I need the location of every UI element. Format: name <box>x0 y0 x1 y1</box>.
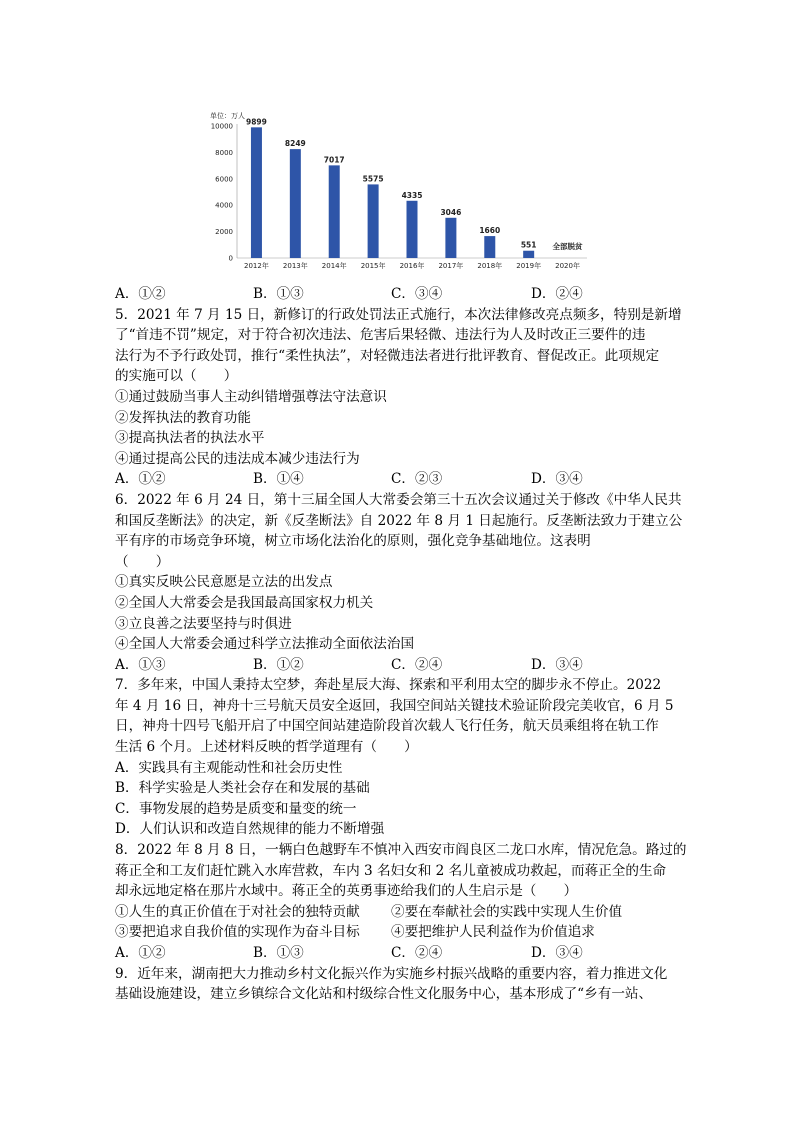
q4-option-b[interactable]: B．①③ <box>253 286 304 302</box>
x-tick-label: 2018年 <box>477 262 503 270</box>
q8-item-2: ②要在奉献社会的实践中实现人生价值 <box>391 903 623 920</box>
q8-stem-line: 8．2022 年 8 月 8 日，一辆白色越野车不慎冲入西安市阎良区二龙口水库，情况危急。路过的 <box>115 842 687 859</box>
x-tick-label: 2012年 <box>244 262 269 270</box>
x-tick-label: 2014年 <box>321 262 347 270</box>
q6-option-b[interactable]: B．①② <box>253 656 304 673</box>
q5-option-b[interactable]: B．①④ <box>253 471 304 488</box>
q5-item-3: ③提高执法者的执法水平 <box>115 430 265 447</box>
bars <box>246 117 583 258</box>
q8-item-1: ①人生的真正价值在于对社会的独特贡献 <box>115 903 360 920</box>
q8-items-row <box>115 902 685 923</box>
q6-option-c[interactable]: C．②④ <box>391 656 443 673</box>
q8-item-3: ③要把追求自我价值的实现作为奋斗目标 <box>115 924 360 941</box>
q7-stem-line: 日，神舟十四号飞船开启了中国空间站建造阶段首次载人飞行任务，航天员乘组将在轨工作 <box>115 718 659 735</box>
q5-item-1: ①通过鼓励当事人主动纠错增强尊法守法意识 <box>115 388 387 405</box>
q7-choice-a[interactable]: A．实践具有主观能动性和社会历史性 <box>115 759 343 776</box>
bar-value-label: 3046 <box>440 207 462 217</box>
x-tick-label: 2019年 <box>516 262 542 270</box>
y-tick-label: 10000 <box>210 122 233 131</box>
y-tick-label: 0 <box>228 254 233 263</box>
bar-value-label: 9899 <box>246 117 267 127</box>
q7-stem-line: 年 4 月 16 日，神舟十三号航天员安全返回，我国空间站关键技术验证阶段完美收官，6 月 5 <box>115 697 674 714</box>
x-tick-label: 2015年 <box>360 262 386 270</box>
q5-stem-line: 了“首违不罚”规定，对于符合初次违法、危害后果轻微、违法行为人及时改正三要件的违 <box>115 327 646 344</box>
q5-item-2: ②发挥执法的教育功能 <box>115 409 251 426</box>
q7-stem-line: 7．多年来，中国人秉持太空梦，奔赴星辰大海、探索和平利用太空的脚步永不停止。2022 <box>115 677 662 694</box>
bar-value-label: 5575 <box>362 174 384 184</box>
poverty-bar-chart <box>205 106 590 274</box>
x-tick-label: 2017年 <box>438 262 464 270</box>
q9-stem-line: 基础设施建设，建立乡镇综合文化站和村级综合性文化服务中心，基本形成了“乡有一站、 <box>115 986 653 1003</box>
q8-stem-line: 却永远地定格在那片水域中。蒋正全的英勇事迹给我们的人生启示是（ ） <box>115 883 578 900</box>
q4-options <box>115 284 685 305</box>
q6-item-1: ①真实反映公民意愿是立法的出发点 <box>115 574 333 591</box>
q5-options <box>115 469 685 490</box>
q5-option-d[interactable]: D．③④ <box>531 471 583 488</box>
q4-option-a[interactable]: A．①② <box>115 286 166 302</box>
q9-stem-line: 9．近年来，湖南把大力推动乡村文化振兴作为实施乡村振兴战略的重要内容，着力推进文化 <box>115 965 668 982</box>
q8-option-a[interactable]: A．①② <box>115 945 166 961</box>
bar-value-label: 7017 <box>323 155 345 165</box>
q4-option-c[interactable]: C．③④ <box>391 286 443 302</box>
bar <box>523 251 534 258</box>
bar <box>484 236 495 258</box>
q6-option-d[interactable]: D．③④ <box>531 656 583 673</box>
bar <box>290 149 301 258</box>
q6-options <box>115 655 685 676</box>
y-tick-label: 8000 <box>215 148 233 157</box>
q7-choice-d[interactable]: D．人们认识和改造自然规律的能力不断增强 <box>115 821 385 838</box>
q8-option-d[interactable]: D．③④ <box>531 945 583 961</box>
bar-value-label: 8249 <box>284 139 306 149</box>
bar <box>329 165 340 258</box>
q6-item-3: ③立良善之法要坚持与时俱进 <box>115 615 292 632</box>
q6-stem-line: 平有序的市场竞争环境，树立市场化法治化的原则，强化竞争基础地位。这表明 <box>115 533 591 550</box>
y-ticks <box>211 123 233 263</box>
q8-options <box>115 943 685 964</box>
q5-stem-line: 法行为不予行政处罚，推行“柔性执法”，对轻微违法者进行批评教育、督促改正。此项规定 <box>115 347 660 364</box>
x-tick-label: 2013年 <box>282 262 308 270</box>
q8-stem-line: 蒋正全和工友们赶忙跳入水库营救，车内 3 名妇女和 2 名儿童被成功救起，而蒋正全的生命 <box>115 862 667 879</box>
q5-stem <box>115 305 685 387</box>
q5-stem-line: 的实施可以（ ） <box>115 368 238 385</box>
x-labels <box>244 261 580 270</box>
y-tick-label: 4000 <box>215 201 233 210</box>
bar-value-label: 4335 <box>401 190 423 200</box>
q4-option-d[interactable]: D．②④ <box>531 286 583 302</box>
x-tick-label: 2016年 <box>399 262 425 270</box>
q5-option-c[interactable]: C．②③ <box>391 471 443 488</box>
q8-option-c[interactable]: C．②④ <box>391 945 443 961</box>
q7-stem-line: 生活 6 个月。上述材料反映的哲学道理有（ ） <box>115 739 418 756</box>
chart-unit-label: 单位：万人 <box>210 112 245 120</box>
q6-stem-line: 6．2022 年 6 月 24 日，第十三届全国人大常委会第三十五次会议通过关于修改《中华人民共 <box>115 491 682 508</box>
q6-stem-line: 和国反垄断法》的决定，新《反垄断法》自 2022 年 8 月 1 日起施行。反垄断法致力于建立公 <box>115 512 683 529</box>
bar <box>445 218 456 258</box>
bar-value-label: 551 <box>520 240 537 250</box>
y-tick-label: 6000 <box>215 175 233 184</box>
q5-item-4: ④通过提高公民的违法成本减少违法行为 <box>115 450 360 467</box>
q7-choice-b[interactable]: B．科学实验是人类社会存在和发展的基础 <box>115 780 370 797</box>
bar-value-label: 全部脱贫 <box>552 242 583 251</box>
question-content <box>115 284 685 1005</box>
bar <box>368 184 379 258</box>
q8-items-row <box>115 922 685 943</box>
q5-stem-line: 5．2021 年 7 月 15 日，新修订的行政处罚法正式施行，本次法律修改亮点频多，特别是新增 <box>115 306 682 323</box>
bar <box>251 127 262 258</box>
bar <box>407 201 418 258</box>
q7-choice-c[interactable]: C．事物发展的趋势是质变和量变的统一 <box>115 800 357 817</box>
q8-option-b[interactable]: B．①③ <box>253 945 304 961</box>
y-tick-label: 2000 <box>215 228 233 237</box>
x-tick-label: 2020年 <box>555 262 580 270</box>
q6-stem-line: （ ） <box>115 553 170 570</box>
q8-item-4: ④要把维护人民利益作为价值追求 <box>391 924 595 941</box>
q6-option-a[interactable]: A．①③ <box>115 656 166 673</box>
q5-option-a[interactable]: A．①② <box>115 471 166 488</box>
q6-item-4: ④全国人大常委会通过科学立法推动全面依法治国 <box>115 636 415 653</box>
bar-value-label: 1660 <box>479 226 501 236</box>
q6-item-2: ②全国人大常委会是我国最高国家权力机关 <box>115 594 374 611</box>
